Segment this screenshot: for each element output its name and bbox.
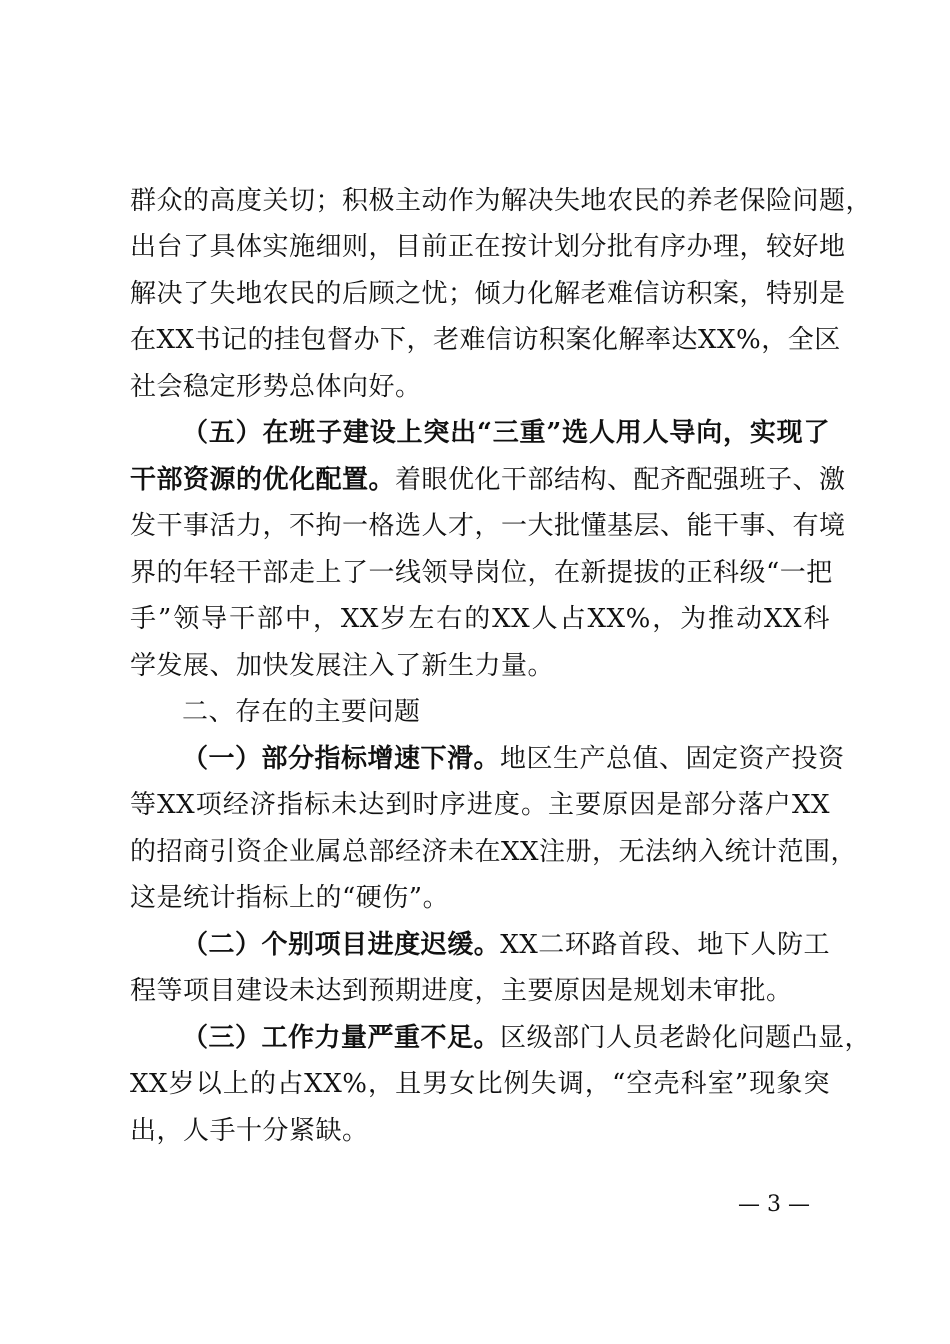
problem-two-title: （二）个别项目进度迟缓。 bbox=[182, 930, 501, 960]
body-line-1: 群众的高度关切；积极主动作为解决失地农民的养老保险问题， bbox=[130, 186, 873, 216]
body-line-10: 手”领导干部中，XX岁左右的XX人占XX%，为推动XX科 bbox=[130, 604, 830, 634]
body-line-5: 社会稳定形势总体向好。 bbox=[130, 372, 422, 402]
body-line-21: 出，人手十分紧缺。 bbox=[130, 1116, 369, 1146]
body-line-18: 程等项目建设未达到预期进度，主要原因是规划未审批。 bbox=[130, 976, 793, 1006]
section-five-title: （五）在班子建设上突出“三重”选人用人导向，实现了 bbox=[182, 418, 830, 448]
problem-three-line bbox=[182, 1015, 872, 1061]
body-line-20: XX岁以上的占XX%，且男女比例失调，“空壳科室”现象突 bbox=[130, 1069, 830, 1099]
body-line-8: 发干事活力，不拘一格选人才，一大批懂基层、能干事、有境 bbox=[130, 511, 846, 541]
body-line-2: 出台了具体实施细则，目前正在按计划分批有序办理，较好地 bbox=[130, 232, 846, 262]
body-line-3: 解决了失地农民的后顾之忧；倾力化解老难信访积案，特别是 bbox=[130, 279, 846, 309]
problem-one-text: 地区生产总值、固定资产投资 bbox=[500, 744, 845, 774]
body-line-11: 学发展、加快发展注入了新生力量。 bbox=[130, 651, 555, 681]
body-line-7 bbox=[130, 457, 846, 503]
problem-two-line bbox=[182, 922, 830, 968]
problem-two-text: XX二环路首段、地下人防工 bbox=[500, 930, 830, 960]
body-line-16: 这是统计指标上的“硬伤”。 bbox=[130, 883, 450, 913]
body-line-15: 的招商引资企业属总部经济未在XX注册，无法纳入统计范围， bbox=[130, 837, 858, 867]
section-heading-problems: 二、存在的主要问题 bbox=[182, 697, 421, 727]
problem-three-text: 区级部门人员老龄化问题凸显， bbox=[500, 1023, 872, 1053]
body-line-4: 在XX书记的挂包督办下，老难信访积案化解率达XX%，全区 bbox=[130, 325, 841, 355]
body-line-9: 界的年轻干部走上了一线领导岗位，在新提拔的正科级“一把 bbox=[130, 558, 833, 588]
section-five-text: 着眼优化干部结构、配齐配强班子、激 bbox=[395, 465, 846, 495]
problem-one-line bbox=[182, 736, 845, 782]
problem-three-title: （三）工作力量严重不足。 bbox=[182, 1023, 501, 1053]
section-five-title-continued: 干部资源的优化配置。 bbox=[130, 465, 396, 495]
problem-one-title: （一）部分指标增速下滑。 bbox=[182, 744, 501, 774]
body-line-14: 等XX项经济指标未达到时序进度。主要原因是部分落户XX bbox=[130, 790, 830, 820]
page-number: — 3 — bbox=[738, 1192, 810, 1217]
